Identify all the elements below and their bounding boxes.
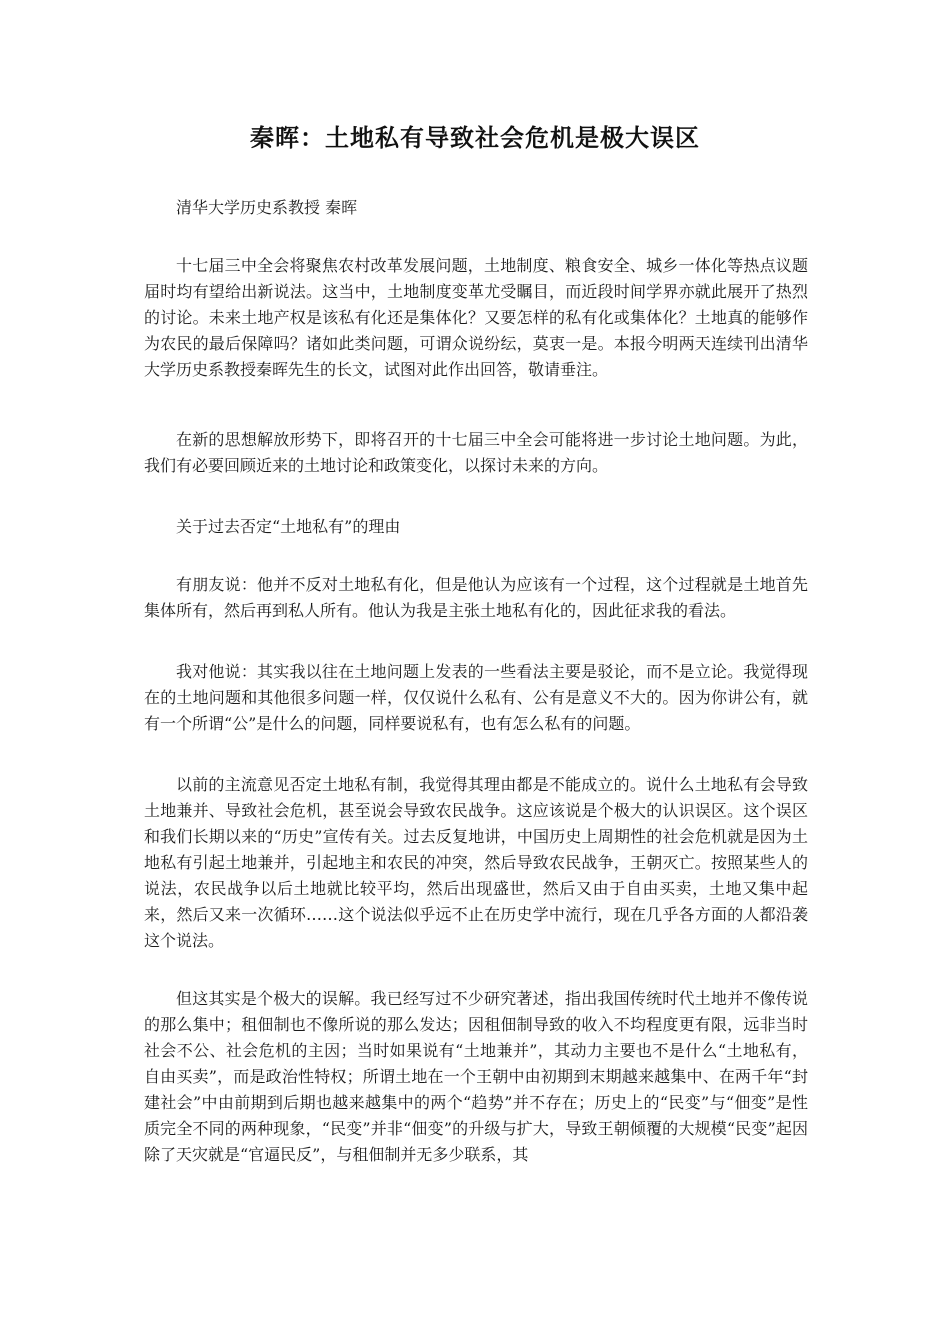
- intro-paragraph: 十七届三中全会将聚焦农村改革发展问题，土地制度、粮食安全、城乡一体化等热点议题届时均有望给出新说法。这当中，土地制度变革尤受瞩目，而近段时间学界亦就此展开了热烈的讨论。未来土地产权是该私有化还是集体化？又要怎样的私有化或集体化？土地真的能够作为农民的最后保障吗？诸如此类问题，可谓众说纷纭，莫衷一是。本报今明两天连续刊出清华大学历史系教授秦晖先生的长文，试图对此作出回答，敬请垂注。: [144, 256, 808, 379]
- section-subheading: 关于过去否定“土地私有”的理由: [176, 517, 401, 536]
- body-paragraph: 以前的主流意见否定土地私有制，我觉得其理由都是不能成立的。说什么土地私有会导致土地兼并、导致社会危机，甚至说会导致农民战争。这应该说是个极大的认识误区。这个误区和我们长期以来的“历史”宣传有关。过去反复地讲，中国历史上周期性的社会危机就是因为土地私有引起土地兼并，引起地主和农民的冲突，然后导致农民战争，王朝灭亡。按照某些人的说法，农民战争以后土地就比较平均，然后出现盛世，然后又由于自由买卖，土地又集中起来，然后又来一次循环……这个说法似乎远不止在历史学中流行，现在几乎各方面的人都沿袭这个说法。: [144, 775, 808, 950]
- article-title: 秦晖：土地私有导致社会危机是极大误区: [250, 124, 700, 152]
- body-paragraph: 但这其实是个极大的误解。我已经写过不少研究著述，指出我国传统时代土地并不像传说的那么集中；租佃制也不像所说的那么发达；因租佃制导致的收入不均程度更有限，远非当时社会不公、社会危机的主因；当时如果说有“土地兼并”，其动力主要也不是什么“土地私有，自由买卖”，而是政治性特权；所谓土地在一个王朝中由初期到末期越来越集中、在两千年“封建社会”中由前期到后期也越来越集中的两个“趋势”并不存在；历史上的“民变”与“佃变”是性质完全不同的两种现象，“民变”并非“佃变”的升级与扩大，导致王朝倾覆的大规模“民变”起因除了天灾就是“官逼民反”，与租佃制并无多少联系，其: [144, 989, 808, 1164]
- author-line: 清华大学历史系教授 秦晖: [176, 198, 358, 217]
- body-paragraph: 有朋友说：他并不反对土地私有化，但是他认为应该有一个过程，这个过程就是土地首先集体所有，然后再到私人所有。他认为我是主张土地私有化的，因此征求我的看法。: [144, 575, 808, 620]
- intro-paragraph: 在新的思想解放形势下，即将召开的十七届三中全会可能将进一步讨论土地问题。为此，我们有必要回顾近来的土地讨论和政策变化，以探讨未来的方向。: [144, 430, 808, 475]
- body-paragraph: 我对他说：其实我以往在土地问题上发表的一些看法主要是驳论，而不是立论。我觉得现在的土地问题和其他很多问题一样，仅仅说什么私有、公有是意义不大的。因为你讲公有，就有一个所谓“公”是什么的问题，同样要说私有，也有怎么私有的问题。: [144, 662, 808, 733]
